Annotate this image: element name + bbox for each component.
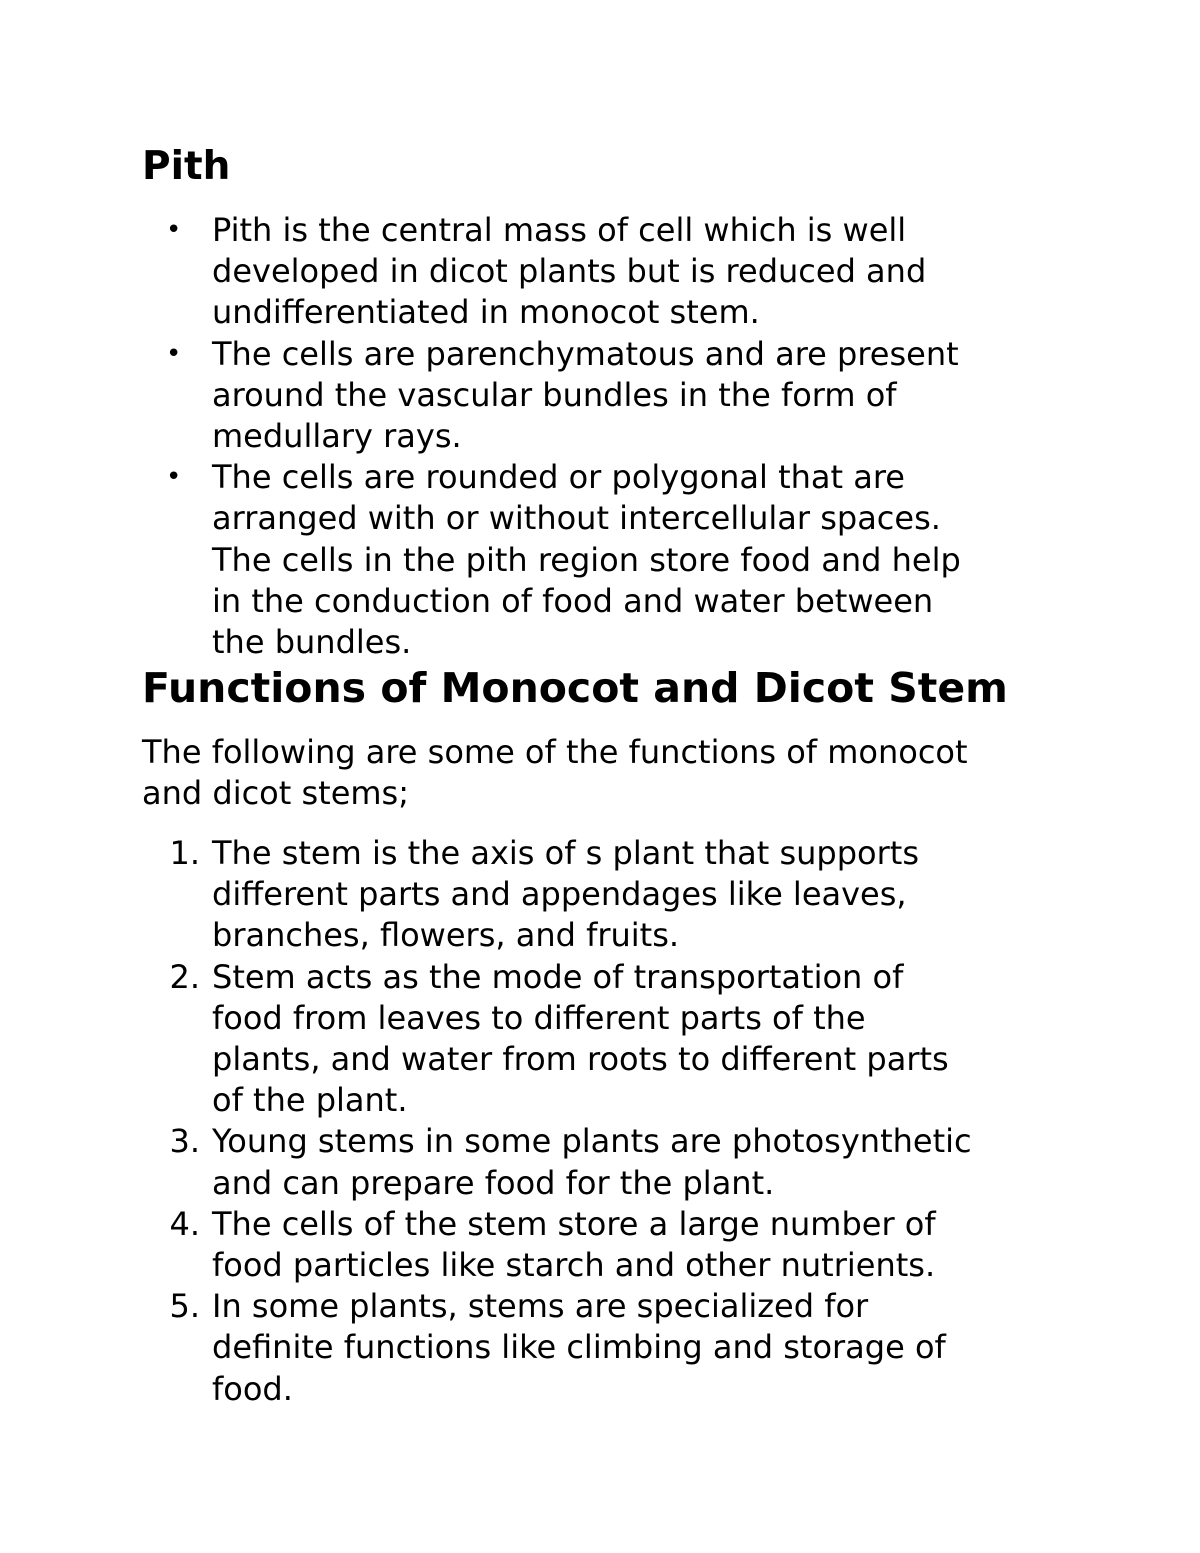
bullet-line: The cells are rounded or polygonal that are xyxy=(212,458,905,497)
numbered-item xyxy=(142,957,1082,1122)
bullet-line: around the vascular bundles in the form of xyxy=(212,375,897,414)
bullet-line: the bundles. xyxy=(212,623,412,662)
bullet-line: Pith is the central mass of cell which is well xyxy=(212,211,907,249)
item-line: Young stems in some plants are photosynthetic xyxy=(212,1122,972,1161)
item-line: plants, and water from roots to different parts xyxy=(212,1040,949,1079)
item-line: branches, flowers, and fruits. xyxy=(212,916,680,955)
item-number: 3. xyxy=(169,1122,200,1161)
bullet-icon: • xyxy=(166,338,182,369)
intro-line: The following are some of the functions of monocot xyxy=(142,733,968,771)
bullet-line: arranged with or without intercellular spaces. xyxy=(212,499,941,538)
intro-paragraph xyxy=(142,732,1082,814)
item-line: food particles like starch and other nutrients. xyxy=(212,1246,936,1285)
heading-functions: Functions of Monocot and Dicot Stem xyxy=(142,664,1008,712)
item-line: of the plant. xyxy=(212,1081,408,1120)
functions-numbered-list xyxy=(142,833,1082,1410)
item-line: and can prepare food for the plant. xyxy=(212,1163,775,1202)
item-number: 1. xyxy=(169,834,200,872)
item-line: The cells of the stem store a large number of xyxy=(212,1204,936,1243)
heading-pith: Pith xyxy=(142,144,231,189)
numbered-item xyxy=(142,833,1082,957)
numbered-item xyxy=(142,1121,1082,1203)
item-number: 4. xyxy=(169,1204,200,1243)
bullet-line: medullary rays. xyxy=(212,417,462,456)
bullet-line: developed in dicot plants but is reduced and xyxy=(212,252,927,291)
bullet-line: The cells are parenchymatous and are present xyxy=(212,334,959,373)
intro-line: and dicot stems; xyxy=(142,774,409,813)
numbered-item xyxy=(142,1204,1082,1286)
bullet-line: The cells in the pith region store food and help xyxy=(212,540,961,579)
item-line: Stem acts as the mode of transportation of xyxy=(212,957,904,996)
bullet-line: in the conduction of food and water between xyxy=(212,581,934,620)
item-line: food. xyxy=(212,1369,293,1408)
item-line: different parts and appendages like leaves, xyxy=(212,875,907,914)
numbered-item xyxy=(142,1286,1082,1410)
bullet-item xyxy=(142,457,1062,663)
item-number: 5. xyxy=(169,1287,200,1326)
bullet-line: undifferentiated in monocot stem. xyxy=(212,293,760,332)
bullet-item xyxy=(142,334,1062,458)
bullet-item xyxy=(142,210,1062,334)
item-line: definite functions like climbing and storage of xyxy=(212,1328,946,1367)
bullet-icon: • xyxy=(166,215,182,245)
item-line: The stem is the axis of s plant that supports xyxy=(212,834,919,872)
item-line: food from leaves to different parts of the xyxy=(212,998,866,1037)
item-line: In some plants, stems are specialized for xyxy=(212,1287,869,1326)
item-number: 2. xyxy=(169,957,200,996)
pith-bullet-list xyxy=(142,210,1062,663)
bullet-icon: • xyxy=(166,462,182,493)
